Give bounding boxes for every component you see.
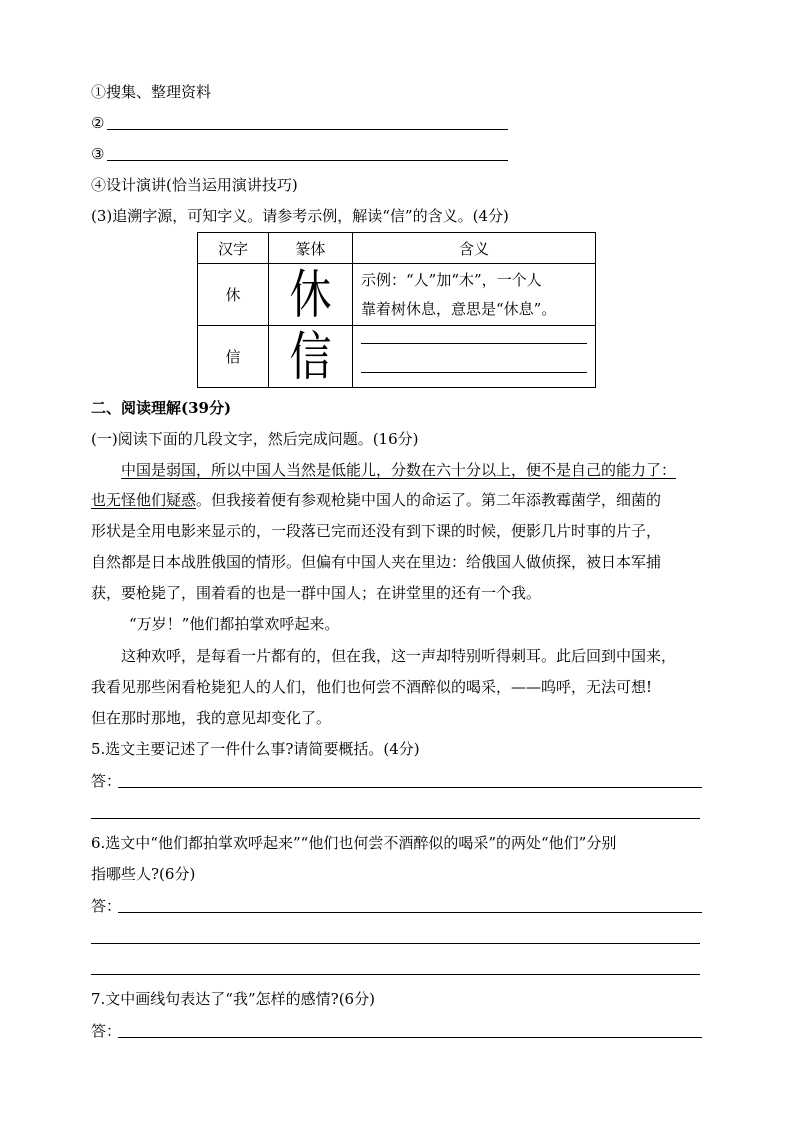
passage-line-4: 自然都是日本战胜俄国的情形。但偏有中国人夹在里边：给俄国人做侦探，被日本军捕 xyxy=(91,553,662,571)
passage-para-3-line-3: 但在那时那地，我的意见却变化了。 xyxy=(91,709,332,727)
question-6-line-2: 指哪些人?(6分) xyxy=(91,865,196,883)
section-2-heading: 二、阅读理解(39分) xyxy=(91,399,232,417)
row-xiu-char: 休 xyxy=(198,264,269,326)
step-1: ①搜集、整理资料 xyxy=(91,83,212,101)
q5-answer-blank-1[interactable] xyxy=(118,787,702,788)
question-3: (3)追溯字源，可知字义。请参考示例，解读“信”的含义。(4分) xyxy=(91,207,509,225)
question-6-line-1: 6.选文中“他们都拍掌欢呼起来”“他们也何尝不酒醉似的喝采”的两处“他们”分别 xyxy=(91,834,617,852)
passage-para-3-line-1: 这种欢呼，是每看一片都有的，但在我，这一声却特别听得刺耳。此后回到中国来， xyxy=(121,647,677,665)
question-7: 7.文中画线句表达了“我”怎样的感情?(6分) xyxy=(91,990,375,1008)
q6-answer-blank-1[interactable] xyxy=(118,912,702,913)
passage-para-3-line-2: 我看见那些闲看枪毙犯人的人们，他们也何尝不酒醉似的喝采，——呜呼，无法可想! xyxy=(91,678,653,696)
passage-para-2: “万岁！”他们都拍掌欢呼起来。 xyxy=(129,615,340,633)
q6-answer-blank-2[interactable] xyxy=(91,943,700,944)
q7-answer-blank-1[interactable] xyxy=(118,1037,702,1038)
passage-line-5: 获，要枪毙了，围着看的也是一群中国人；在讲堂里的还有一个我。 xyxy=(91,584,542,602)
meaning-line-1: 示例：“人”加“木”，一个人 xyxy=(361,270,542,289)
row-xiu-seal-cell xyxy=(269,264,353,326)
underlined-sentence-a: 中国是弱国，所以中国人当然是低能儿，分数在六十分以上，便不是自己的能力了： xyxy=(121,461,677,479)
step-2-label: ② xyxy=(91,114,105,132)
q5-answer-label: 答： xyxy=(91,772,122,790)
meaning-line-2: 靠着树休息，意思是“休息”。 xyxy=(361,299,557,318)
step-3-blank[interactable] xyxy=(107,160,508,161)
header-seal: 篆体 xyxy=(269,233,353,264)
character-table xyxy=(197,232,596,388)
step-3-label: ③ xyxy=(91,145,105,163)
section-2-sub: (一)阅读下面的几段文字，然后完成问题。(16分) xyxy=(91,430,419,448)
xin-answer-blank-2[interactable] xyxy=(361,372,587,373)
row-xin-char: 信 xyxy=(198,326,269,388)
underlined-sentence-b: 也无怪他们疑惑 xyxy=(91,491,197,509)
seal-script-xin-icon: 信 xyxy=(289,325,332,387)
header-meaning: 含义 xyxy=(353,233,596,264)
q6-answer-blank-3[interactable] xyxy=(91,974,700,975)
seal-script-xiu-icon: 休 xyxy=(289,263,332,325)
step-2-blank[interactable] xyxy=(107,129,508,130)
passage-line-2-rest: 。但我接着便有参观枪毙中国人的命运了。第二年添教霉菌学，细菌的 xyxy=(196,491,662,509)
header-hanzi: 汉字 xyxy=(198,233,269,264)
q5-answer-blank-2[interactable] xyxy=(91,818,700,819)
row-xiu-meaning xyxy=(353,264,596,326)
question-5: 5.选文主要记述了一件什么事?请简要概括。(4分) xyxy=(91,740,420,758)
row-xin-seal-cell xyxy=(269,326,353,388)
passage-line-2 xyxy=(91,490,661,510)
q7-answer-label: 答： xyxy=(91,1022,122,1040)
passage-line-3: 形状是全用电影来显示的，一段落已完而还没有到下课的时候，便影几片时事的片子， xyxy=(91,522,662,540)
q6-answer-label: 答： xyxy=(91,897,122,915)
xin-answer-blank-1[interactable] xyxy=(361,343,587,344)
step-4: ④设计演讲(恰当运用演讲技巧) xyxy=(91,176,298,194)
passage-line-1 xyxy=(121,460,676,480)
row-xin-answer[interactable] xyxy=(353,326,596,388)
